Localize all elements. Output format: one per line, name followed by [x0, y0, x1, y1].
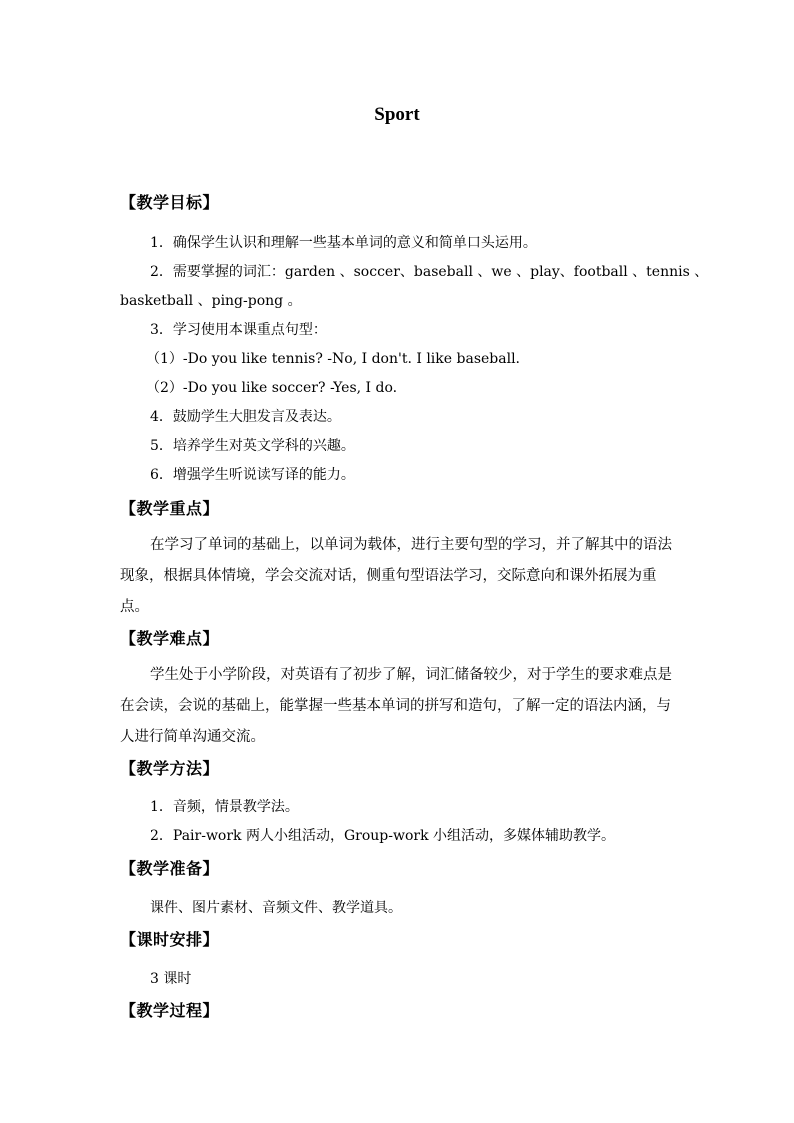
schedule-text: 3 课时: [150, 971, 192, 987]
objective-item: basketball 、ping-pong 。: [120, 293, 302, 309]
key-points-text: 在学习了单词的基础上，以单词为载体，进行主要句型的学习，并了解其中的语法现象，根据具体情境，学会交流对话，侧重句型语法学习，交际意向和课外拓展为重点。: [120, 537, 672, 615]
objective-item: 1．确保学生认识和理解一些基本单词的意义和简单口头运用。: [150, 235, 537, 251]
heading-key-points: 【教学重点】: [120, 499, 220, 518]
heading-preparation: 【教学准备】: [120, 859, 220, 878]
heading-objectives: 【教学目标】: [120, 193, 220, 212]
objective-item: 4．鼓励学生大胆发言及表达。: [150, 409, 341, 425]
document-title: Sport: [374, 104, 420, 125]
heading-schedule: 【课时安排】: [120, 930, 220, 949]
heading-difficulties: 【教学难点】: [120, 629, 220, 648]
objective-item: 2．需要掌握的词汇：garden 、soccer、baseball 、we 、play、football 、tennis 、: [150, 264, 709, 280]
method-item: 1．音频，情景教学法。: [150, 799, 299, 815]
heading-process: 【教学过程】: [120, 1001, 220, 1020]
objective-item: 5．培养学生对英文学科的兴趣。: [150, 438, 355, 454]
objective-item: （1）-Do you like tennis? -No, I don't. I like baseball.: [146, 351, 521, 367]
method-item: 2．Pair-work 两人小组活动，Group-work 小组活动，多媒体辅助教学。: [150, 828, 616, 844]
heading-methods: 【教学方法】: [120, 759, 220, 778]
preparation-text: 课件、图片素材、音频文件、教学道具。: [150, 900, 402, 916]
objective-item: （2）-Do you like soccer? -Yes, I do.: [146, 380, 398, 396]
objective-item: 6．增强学生听说读写译的能力。: [150, 467, 355, 483]
objective-item: 3．学习使用本课重点句型：: [150, 322, 327, 338]
difficulties-text: 学生处于小学阶段，对英语有了初步了解，词汇储备较少，对于学生的要求难点是在会读，会说的基础上，能掌握一些基本单词的拼写和造句，了解一定的语法内涵，与人进行简单沟通交流。: [120, 667, 672, 745]
